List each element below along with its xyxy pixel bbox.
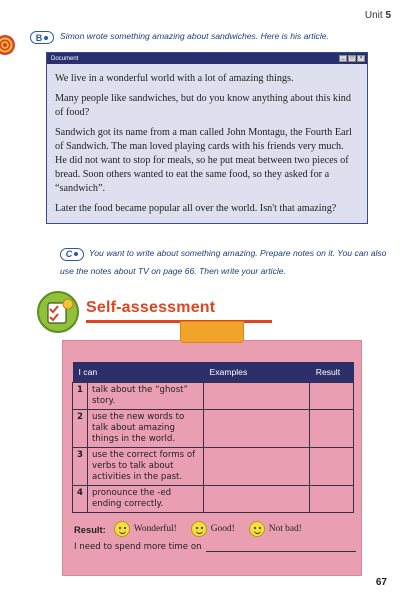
row-number: 4 xyxy=(73,485,88,512)
close-icon[interactable]: × xyxy=(357,55,365,62)
result-option-label: Not bad! xyxy=(268,524,302,534)
result-label: Result: xyxy=(74,523,106,535)
exercise-c xyxy=(60,243,387,279)
examples-cell[interactable] xyxy=(204,409,310,447)
spend-more-time-line xyxy=(74,542,356,552)
title-underline xyxy=(86,320,272,323)
table-row xyxy=(73,409,354,447)
can-do-statement: use the correct forms of verbs to talk about activities in the past. xyxy=(87,447,203,485)
smiley-face-icon xyxy=(114,521,130,537)
maximize-icon[interactable]: □ xyxy=(348,55,356,62)
article-paragraph: Later the food became popular all over the world. Isn't that amazing? xyxy=(55,203,337,214)
can-do-statement: pronounce the -ed ending correctly. xyxy=(87,485,203,512)
column-header-i-can: I can xyxy=(73,362,204,382)
table-header-row xyxy=(73,362,354,382)
result-cell[interactable] xyxy=(310,382,354,409)
row-number: 2 xyxy=(73,409,88,447)
spend-more-label: I need to spend more time on xyxy=(74,542,202,552)
page-number: 67 xyxy=(375,577,387,588)
document-window xyxy=(46,52,368,224)
result-option-good[interactable] xyxy=(191,521,235,537)
table-row xyxy=(73,382,354,409)
document-title: Document xyxy=(51,55,79,62)
result-cell[interactable] xyxy=(310,485,354,512)
document-body xyxy=(47,64,367,216)
self-assessment-title: Self-assessment xyxy=(86,299,216,316)
can-do-statement: talk about the “ghost” story. xyxy=(87,382,203,409)
result-cell[interactable] xyxy=(310,409,354,447)
result-line xyxy=(74,521,364,537)
smiley-face-icon xyxy=(191,521,207,537)
table-row xyxy=(73,485,354,512)
spend-more-blank[interactable] xyxy=(206,543,356,552)
row-number: 3 xyxy=(73,447,88,485)
swirl-logo-icon xyxy=(0,34,16,56)
article-paragraph: We live in a wonderful world with a lot of amazing things. xyxy=(55,73,294,84)
examples-cell[interactable] xyxy=(204,382,310,409)
unit-number: 5 xyxy=(385,10,391,21)
result-cell[interactable] xyxy=(310,447,354,485)
examples-cell[interactable] xyxy=(204,447,310,485)
smiley-cap-face-icon xyxy=(249,521,265,537)
panel-tab xyxy=(180,321,244,343)
result-option-wonderful[interactable] xyxy=(114,521,177,537)
exercise-letter-c: C xyxy=(60,248,84,261)
window-controls xyxy=(339,55,365,62)
result-option-label: Wonderful! xyxy=(133,524,177,534)
exercise-b-instruction: Simon wrote something amazing about sandwiches. Here is his article. xyxy=(60,31,329,41)
result-option-not-bad[interactable] xyxy=(249,521,302,537)
exercise-letter-b: B xyxy=(30,31,54,44)
table-row xyxy=(73,447,354,485)
minimize-icon[interactable]: _ xyxy=(339,55,347,62)
can-do-statement: use the new words to talk about amazing things in the world. xyxy=(87,409,203,447)
column-header-examples: Examples xyxy=(204,362,310,382)
exercise-c-instruction xyxy=(60,248,386,276)
document-titlebar xyxy=(47,53,367,64)
row-number: 1 xyxy=(73,382,88,409)
checklist-icon xyxy=(36,290,80,334)
self-assessment-table xyxy=(72,362,354,513)
article-paragraph: Sandwich got its name from a man called John Montagu, the Fourth Earl of Sandwich. The man loved playing cards with his friends very much. He did not want to stop for meals, so he put meat between two pieces of bread. Soon others wanted to eat the same food, so they asked for a “sandwich”. xyxy=(55,127,352,194)
article-paragraph: Many people like sandwiches, but do you know anything about this kind of food? xyxy=(55,93,351,118)
examples-cell[interactable] xyxy=(204,485,310,512)
unit-prefix: Unit xyxy=(364,10,383,21)
column-header-result: Result xyxy=(310,362,354,382)
result-option-label: Good! xyxy=(210,524,235,534)
unit-label xyxy=(365,10,391,21)
exercise-c-text: You want to write about something amazing. Prepare notes on it. You can also use the notes about TV on page 66. Then write your article. xyxy=(60,248,387,276)
